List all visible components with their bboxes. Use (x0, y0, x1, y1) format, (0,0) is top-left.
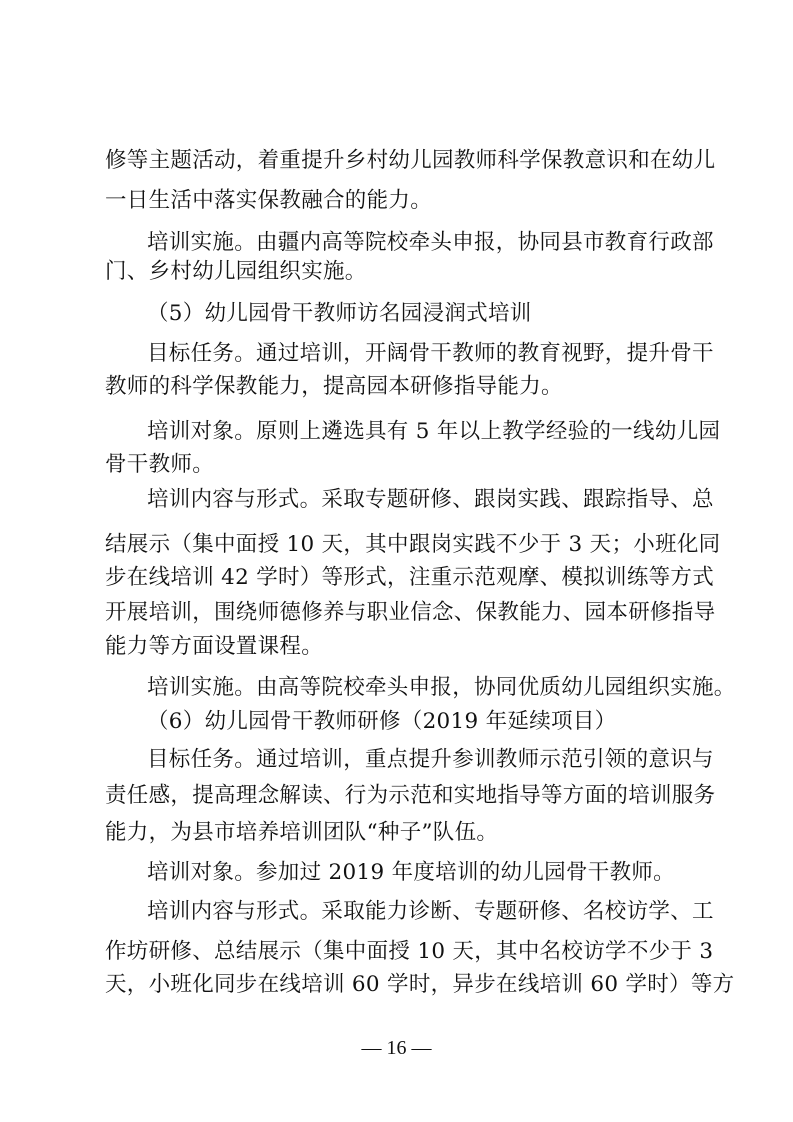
body-text-line: 培训对象。原则上遴选具有 5 年以上教学经验的一线幼儿园 (147, 419, 721, 444)
page-number: — 16 — (361, 1037, 432, 1059)
body-text-line: 培训实施。由高等院校牵头申报，协同优质幼儿园组织实施。 (147, 675, 736, 700)
body-text-line: 培训对象。参加过 2019 年度培训的幼儿园骨干教师。 (147, 860, 675, 885)
body-text-line: 骨干教师。 (105, 452, 215, 477)
body-text-line: 目标任务。通过培训，开阔骨干教师的教育视野，提升骨干 (147, 341, 714, 366)
body-text-line: 能力，为县市培养培训团队“种子”队伍。 (105, 820, 499, 845)
body-text-line: 一日生活中落实保教融合的能力。 (105, 188, 433, 213)
body-text-line: 门、乡村幼儿园组织实施。 (105, 259, 367, 284)
body-text-line: 培训实施。由疆内高等院校牵头申报，协同县市教育行政部 (147, 230, 714, 255)
body-text-line: 培训内容与形式。采取能力诊断、专题研修、名校访学、工 (147, 899, 714, 924)
body-text-line: 作坊研修、总结展示（集中面授 10 天，其中名校访学不少于 3 (105, 939, 714, 964)
body-text-line: 结展示（集中面授 10 天，其中跟岗实践不少于 3 天；小班化同 (105, 532, 721, 557)
body-text-line: 培训内容与形式。采取专题研修、跟岗实践、跟踪指导、总 (147, 487, 714, 512)
body-text-line: 步在线培训 42 学时）等形式，注重示范观摩、模拟训练等方式 (105, 565, 715, 590)
body-text-line: 教师的科学保教能力，提高园本研修指导能力。 (105, 374, 563, 399)
body-text-line: 天，小班化同步在线培训 60 学时，异步在线培训 60 学时）等方 (105, 972, 735, 997)
body-text-line: 能力等方面设置课程。 (105, 634, 324, 659)
body-text-line: 责任感，提高理念解读、行为示范和实地指导等方面的培训服务 (105, 783, 716, 808)
section-heading: （5）幼儿园骨干教师访名园浸润式培训 (147, 301, 532, 326)
section-heading: （6）幼儿园骨干教师研修（2019 年延续项目） (147, 709, 617, 734)
body-text-line: 目标任务。通过培训，重点提升参训教师示范引领的意识与 (147, 747, 714, 772)
body-text-line: 修等主题活动，着重提升乡村幼儿园教师科学保教意识和在幼儿 (105, 148, 716, 173)
body-text-line: 开展培训，围绕师德修养与职业信念、保教能力、园本研修指导 (105, 600, 716, 625)
